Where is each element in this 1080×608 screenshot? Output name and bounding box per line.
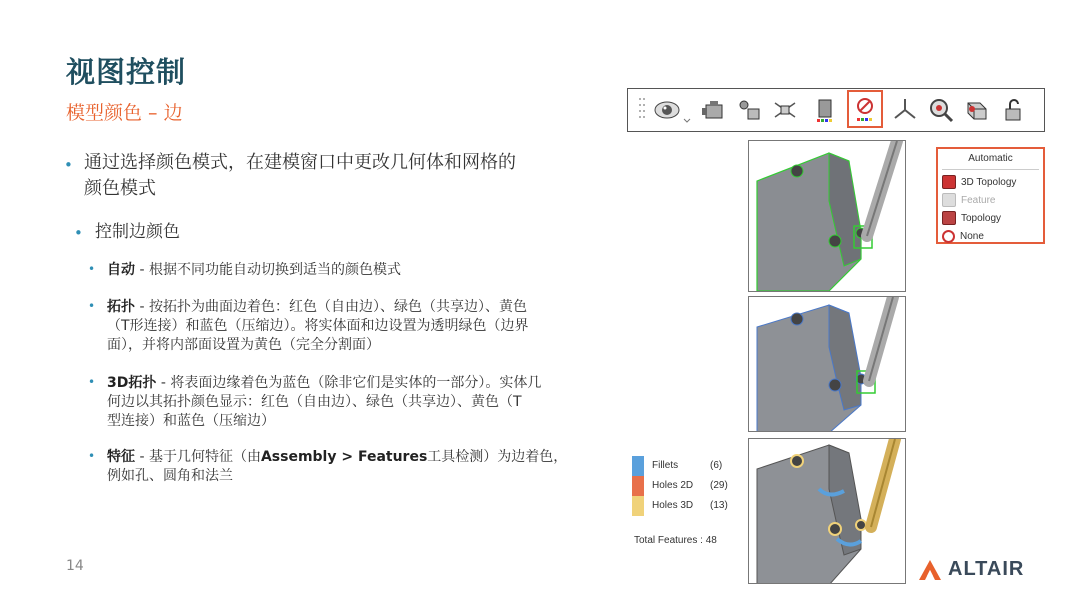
bullet-main: 通过选择颜色模式，在建模窗口中更改几何体和网格的 颜色模式 [84, 152, 516, 199]
eye-icon[interactable] [652, 95, 682, 125]
model-image [749, 141, 906, 292]
legend-row-holes-3d: Holes 3D (13) [632, 496, 742, 516]
model-view-feature [748, 438, 906, 584]
light-icon[interactable] [734, 95, 764, 125]
page-title: 视图控制 [66, 55, 187, 89]
dropdown-title-automatic[interactable]: Automatic [968, 153, 1013, 164]
model-image [749, 439, 906, 584]
altair-logo-icon [918, 559, 942, 581]
none-icon [942, 230, 955, 243]
total-features: Total Features : 48 [634, 535, 717, 546]
feature-icon [942, 193, 956, 207]
3d-topology-icon [942, 175, 956, 189]
dropdown-item-topology[interactable]: Topology [942, 210, 1001, 226]
model-view-topology [748, 140, 906, 292]
edge-color-dropdown [936, 147, 1045, 244]
legend-row-fillets: Fillets (6) [632, 456, 742, 476]
grip-icon [638, 95, 646, 125]
legend-swatch [632, 496, 644, 516]
bullet-automatic: 自动 - 根据不同功能自动切换到适当的颜色模式 [107, 262, 401, 278]
topology-icon [942, 211, 956, 225]
dropdown-item-feature: Feature [942, 192, 995, 208]
bullet-dot: • [88, 449, 96, 463]
bullet-feature: 特征 - 基于几何特征（由Assembly > Features工具检测）为边着色， 例如孔、圆角和法兰 [107, 449, 568, 484]
legend-swatch [632, 476, 644, 496]
page-subtitle: 模型颜色 – 边 [66, 102, 183, 124]
dropdown-arrow-icon[interactable] [682, 95, 692, 125]
bullet-edge-color: 控制边颜色 [95, 222, 180, 242]
dropdown-item-3d-topology[interactable]: 3D Topology [942, 174, 1016, 190]
view-toolbar [627, 88, 1045, 132]
bullet-topology: 拓扑 - 按拓扑为曲面边着色：红色（自由边）、绿色（共享边）、黄色 （T形连接）和蓝色（压缩边）。将实体面和边设置为透明绿色（边界 面），并将内部面设置为黄色（完全分割面） [107, 299, 529, 353]
bullet-3d-topology: 3D拓扑 - 将表面边缘着色为蓝色（除非它们是实体的一部分）。实体几 何边以其拓扑颜色显示：红色（自由边）、绿色（共享边）、黄色（T 型连接）和蓝色（压缩边） [107, 375, 542, 429]
dropdown-item-none[interactable]: None [942, 228, 984, 244]
legend-swatch [632, 456, 644, 476]
lock-icon[interactable] [998, 95, 1028, 125]
model-image [749, 297, 906, 432]
bullet-dot: • [88, 375, 96, 389]
camera-icon[interactable] [698, 95, 728, 125]
3d-view-icon[interactable] [962, 95, 992, 125]
shade-icon[interactable] [810, 95, 840, 125]
bullet-dot: • [88, 299, 96, 313]
zoom-icon[interactable] [926, 95, 956, 125]
altair-logo [918, 558, 1024, 581]
legend-row-holes-2d: Holes 2D (29) [632, 476, 742, 496]
axis-icon[interactable] [890, 95, 920, 125]
bullet-dot: • [88, 262, 96, 276]
edge-color-button-selected[interactable] [847, 90, 883, 128]
dropdown-separator [942, 169, 1039, 170]
clipping-icon[interactable] [770, 95, 800, 125]
edge-color-icon [850, 94, 880, 124]
bullet-dot: • [74, 224, 83, 242]
page-number: 14 [66, 558, 84, 574]
altair-logo-text: ALTAIR [948, 558, 1025, 580]
model-view-3d-topology [748, 296, 906, 432]
bullet-dot: • [64, 156, 73, 174]
